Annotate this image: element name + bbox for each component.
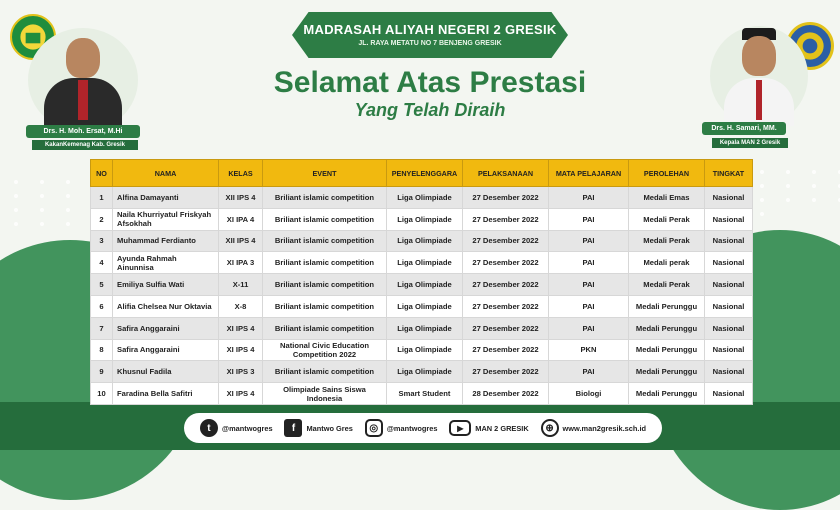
cell-no: 8	[91, 339, 113, 361]
instagram-icon: ◎	[365, 419, 383, 437]
cell-kelas: XII IPS 4	[219, 187, 263, 209]
cell-tingkat: Nasional	[705, 208, 753, 230]
facebook-handle: Mantwo Gres	[306, 423, 353, 433]
cell-penyelenggara: Liga Olimpiade	[387, 230, 463, 252]
cell-event: Briliant islamic competition	[263, 230, 387, 252]
cell-mapel: PAI	[549, 208, 629, 230]
website-link[interactable]	[541, 419, 647, 437]
table-row	[91, 208, 753, 230]
table-row	[91, 317, 753, 339]
table-row	[91, 361, 753, 383]
cell-kelas: X-11	[219, 274, 263, 296]
cell-tingkat: Nasional	[705, 230, 753, 252]
cell-perolehan: Medali Perunggu	[629, 383, 705, 405]
header-tingkat: TINGKAT	[705, 160, 753, 187]
table-row	[91, 187, 753, 209]
header-event: EVENT	[263, 160, 387, 187]
cell-penyelenggara: Liga Olimpiade	[387, 361, 463, 383]
cell-tingkat: Nasional	[705, 252, 753, 274]
cell-tingkat: Nasional	[705, 187, 753, 209]
school-name: MADRASAH ALIYAH NEGERI 2 GRESIK	[303, 22, 557, 37]
cell-mapel: PAI	[549, 361, 629, 383]
twitter-handle: @mantwogres	[221, 423, 273, 433]
cell-nama: Khusnul Fadila	[113, 361, 219, 383]
cell-event: National Civic Education Competition 2022	[263, 339, 387, 361]
cell-event: Briliant islamic competition	[263, 252, 387, 274]
cell-no: 9	[91, 361, 113, 383]
cell-kelas: X-8	[219, 295, 263, 317]
table-row	[91, 252, 753, 274]
header-kelas: KELAS	[219, 160, 263, 187]
cell-pelaksanaan: 27 Desember 2022	[463, 339, 549, 361]
cell-penyelenggara: Liga Olimpiade	[387, 208, 463, 230]
cell-mapel: PAI	[549, 230, 629, 252]
cell-nama: Alifia Chelsea Nur Oktavia	[113, 295, 219, 317]
twitter-link[interactable]	[200, 419, 273, 437]
cell-penyelenggara: Liga Olimpiade	[387, 295, 463, 317]
left-person-name: Drs. H. Moh. Ersat, M.Hi	[26, 125, 140, 138]
left-person-photo	[28, 28, 138, 132]
cell-tingkat: Nasional	[705, 274, 753, 296]
right-person-photo	[710, 26, 808, 126]
cell-perolehan: Medali Perak	[629, 274, 705, 296]
cell-pelaksanaan: 28 Desember 2022	[463, 383, 549, 405]
cell-no: 5	[91, 274, 113, 296]
cell-kelas: XI IPA 3	[219, 252, 263, 274]
header-perolehan: PEROLEHAN	[629, 160, 705, 187]
cell-penyelenggara: Smart Student	[387, 383, 463, 405]
cell-mapel: PAI	[549, 295, 629, 317]
cell-perolehan: Medali Perunggu	[629, 317, 705, 339]
cell-pelaksanaan: 27 Desember 2022	[463, 230, 549, 252]
cell-pelaksanaan: 27 Desember 2022	[463, 187, 549, 209]
cell-mapel: PAI	[549, 274, 629, 296]
cell-no: 2	[91, 208, 113, 230]
cell-event: Briliant islamic competition	[263, 361, 387, 383]
cell-pelaksanaan: 27 Desember 2022	[463, 252, 549, 274]
header-no: NO	[91, 160, 113, 187]
cell-no: 7	[91, 317, 113, 339]
achievement-table	[90, 159, 753, 405]
cell-kelas: XI IPS 3	[219, 361, 263, 383]
header-penyelenggara: PENYELENGGARA	[387, 160, 463, 187]
cell-perolehan: Medali Perunggu	[629, 361, 705, 383]
cell-mapel: PAI	[549, 252, 629, 274]
decor-dots-right	[760, 170, 840, 216]
cell-no: 10	[91, 383, 113, 405]
header-mata-pelajaran: MATA PELAJARAN	[549, 160, 629, 187]
cell-perolehan: Medali Perunggu	[629, 295, 705, 317]
cell-perolehan: Medali Perunggu	[629, 339, 705, 361]
globe-icon: ⊕	[541, 419, 559, 437]
cell-perolehan: Medali Perak	[629, 230, 705, 252]
cell-event: Briliant islamic competition	[263, 274, 387, 296]
right-person-name: Drs. H. Samari, MM.	[702, 122, 786, 135]
cell-kelas: XI IPS 4	[219, 339, 263, 361]
cell-kelas: XI IPA 4	[219, 208, 263, 230]
cell-tingkat: Nasional	[705, 295, 753, 317]
cell-penyelenggara: Liga Olimpiade	[387, 187, 463, 209]
cell-mapel: PKN	[549, 339, 629, 361]
cell-pelaksanaan: 27 Desember 2022	[463, 317, 549, 339]
youtube-handle: MAN 2 GRESIK	[475, 423, 529, 433]
cell-pelaksanaan: 27 Desember 2022	[463, 295, 549, 317]
cell-penyelenggara: Liga Olimpiade	[387, 252, 463, 274]
header-nama: NAMA	[113, 160, 219, 187]
table-row	[91, 274, 753, 296]
social-footer	[184, 413, 662, 443]
table-row	[91, 230, 753, 252]
cell-no: 4	[91, 252, 113, 274]
cell-event: Briliant islamic competition	[263, 187, 387, 209]
cell-tingkat: Nasional	[705, 339, 753, 361]
cell-kelas: XI IPS 4	[219, 383, 263, 405]
cell-nama: Ayunda Rahmah Ainunnisa	[113, 252, 219, 274]
cell-penyelenggara: Liga Olimpiade	[387, 317, 463, 339]
cell-nama: Safira Anggaraini	[113, 317, 219, 339]
cell-mapel: PAI	[549, 317, 629, 339]
facebook-link[interactable]	[284, 419, 352, 437]
cell-pelaksanaan: 27 Desember 2022	[463, 361, 549, 383]
cell-perolehan: Medali Perak	[629, 208, 705, 230]
cell-tingkat: Nasional	[705, 383, 753, 405]
cell-no: 6	[91, 295, 113, 317]
cell-nama: Muhammad Ferdianto	[113, 230, 219, 252]
table-row	[91, 295, 753, 317]
cell-event: Briliant islamic competition	[263, 317, 387, 339]
cell-event: Briliant islamic competition	[263, 295, 387, 317]
left-person-role: KakanKemenag Kab. Gresik	[32, 140, 138, 150]
cell-tingkat: Nasional	[705, 317, 753, 339]
cell-tingkat: Nasional	[705, 361, 753, 383]
right-person-role: Kepala MAN 2 Gresik	[712, 138, 788, 148]
cell-event: Olimpiade Sains Siswa Indonesia	[263, 383, 387, 405]
table-row	[91, 383, 753, 405]
cell-pelaksanaan: 27 Desember 2022	[463, 208, 549, 230]
youtube-icon: ▶	[449, 420, 471, 436]
cell-no: 3	[91, 230, 113, 252]
youtube-link[interactable]	[449, 420, 528, 436]
cell-mapel: PAI	[549, 187, 629, 209]
cell-nama: Naila Khurriyatul Friskyah Afsokhah	[113, 208, 219, 230]
cell-no: 1	[91, 187, 113, 209]
table-row	[91, 339, 753, 361]
cell-nama: Alfina Damayanti	[113, 187, 219, 209]
page-subtitle: Yang Telah Diraih	[354, 100, 506, 120]
header-pelaksanaan: PELAKSANAAN	[463, 160, 549, 187]
website-url: www.man2gresik.sch.id	[562, 423, 647, 433]
page-title: Selamat Atas Prestasi	[273, 66, 587, 99]
school-address: JL. RAYA METATU NO 7 BENJENG GRESIK	[358, 40, 502, 47]
cell-penyelenggara: Liga Olimpiade	[387, 274, 463, 296]
cell-event: Briliant islamic competition	[263, 208, 387, 230]
cell-perolehan: Medali perak	[629, 252, 705, 274]
instagram-link[interactable]	[365, 419, 438, 437]
cell-penyelenggara: Liga Olimpiade	[387, 339, 463, 361]
cell-kelas: XI IPS 4	[219, 317, 263, 339]
instagram-handle: @mantwogres	[386, 423, 438, 433]
twitter-icon: t	[200, 419, 218, 437]
cell-nama: Faradina Bella Safitri	[113, 383, 219, 405]
table-header-row	[91, 160, 753, 187]
cell-perolehan: Medali Emas	[629, 187, 705, 209]
cell-mapel: Biologi	[549, 383, 629, 405]
facebook-icon: f	[284, 419, 302, 437]
cell-kelas: XII IPS 4	[219, 230, 263, 252]
cell-nama: Safira Anggaraini	[113, 339, 219, 361]
cell-nama: Emiliya Sulfia Wati	[113, 274, 219, 296]
cell-pelaksanaan: 27 Desember 2022	[463, 274, 549, 296]
